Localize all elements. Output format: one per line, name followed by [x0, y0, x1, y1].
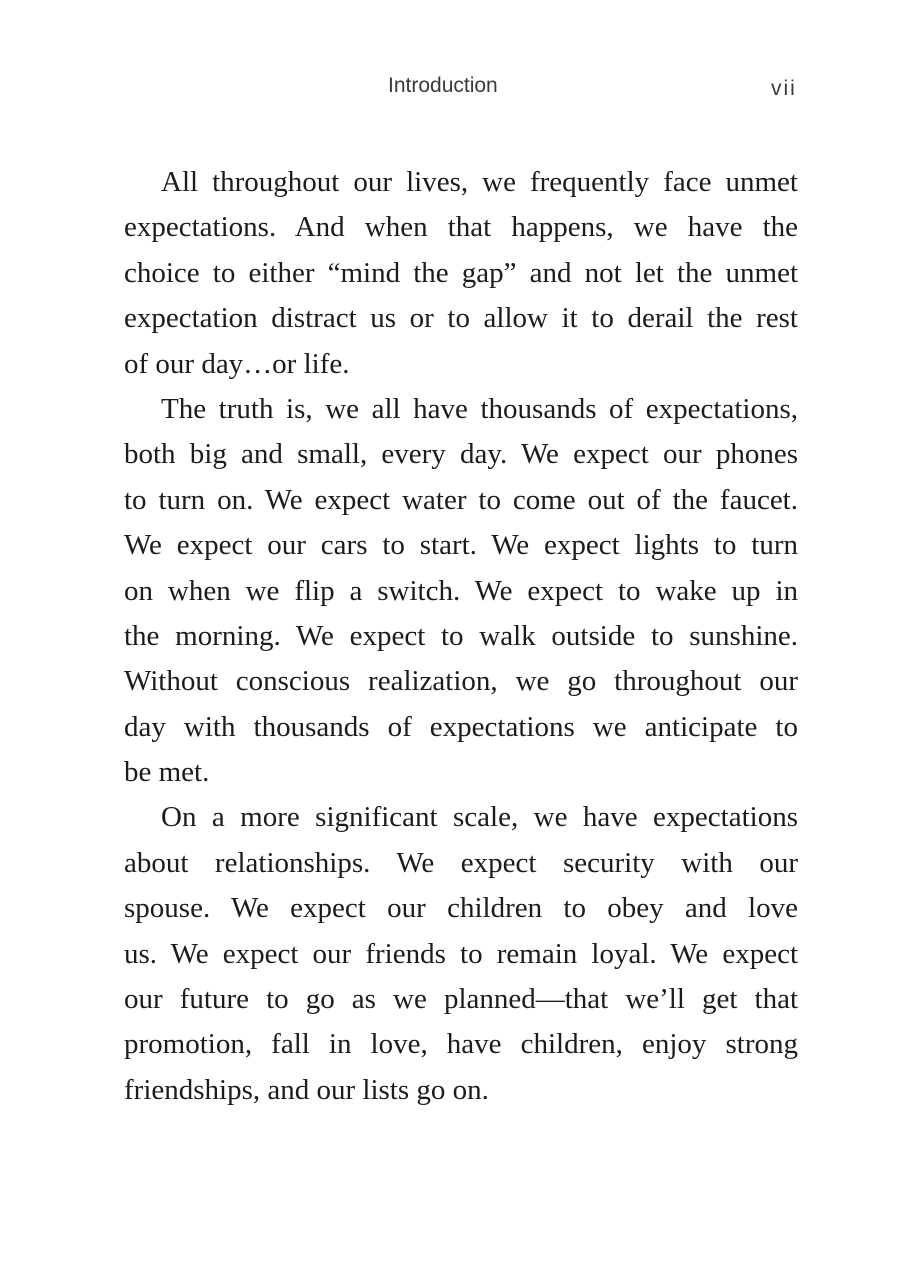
text-line: friendships, and our lists go on. [124, 1073, 489, 1106]
text-line: promotion, fall in love, have children, enjoy strong [124, 1028, 798, 1061]
text-line: All throughout our lives, we frequently face unmet [161, 166, 798, 198]
text-line: expectation distract us or to allow it to derail the rest [124, 302, 798, 335]
text-line: choice to either “mind the gap” and not let the unmet [124, 256, 798, 289]
text-line: to turn on. We expect water to come out of the faucet. [124, 483, 798, 516]
text-line: We expect our cars to start. We expect lights to turn [124, 529, 798, 562]
chapter-title: Introduction [388, 74, 498, 97]
text-line: of our day…or life. [124, 347, 350, 380]
text-line: the morning. We expect to walk outside to sunshine. [124, 619, 798, 652]
text-line: us. We expect our friends to remain loyal. We expect [124, 937, 798, 970]
text-line: The truth is, we all have thousands of expectations, [161, 392, 798, 425]
text-line: spouse. We expect our children to obey and love [124, 892, 798, 925]
text-line: On a more significant scale, we have expectations [161, 801, 798, 834]
text-line: both big and small, every day. We expect our phones [124, 438, 798, 471]
page-number: vii [771, 77, 797, 100]
text-line: be met. [124, 756, 210, 789]
text-line: our future to go as we planned—that we’ll get that [124, 983, 798, 1016]
running-head [0, 72, 921, 102]
text-line: about relationships. We expect security with our [124, 846, 798, 879]
text-line: expectations. And when that happens, we have the [124, 211, 798, 244]
paragraph [124, 387, 798, 796]
paragraph [124, 795, 798, 1113]
body-text [124, 160, 798, 1113]
text-line: on when we flip a switch. We expect to wake up in [124, 574, 798, 607]
paragraph [124, 160, 798, 387]
text-line: Without conscious realization, we go throughout our [124, 665, 798, 698]
text-line: day with thousands of expectations we anticipate to [124, 710, 798, 743]
